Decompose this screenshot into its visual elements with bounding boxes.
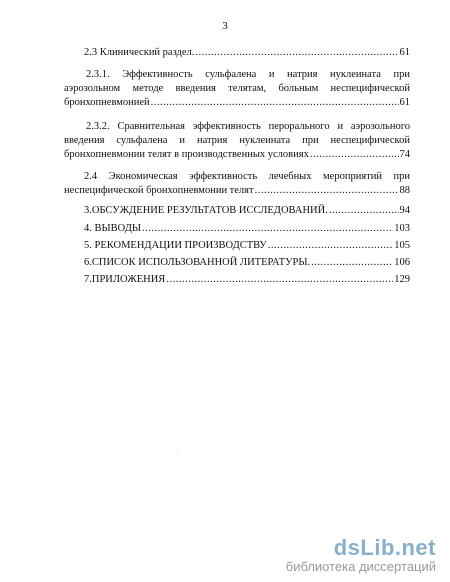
toc-entry-4[interactable] — [64, 222, 410, 236]
toc-entry-page: 94 — [399, 205, 410, 216]
toc-entry-line: бронхопневмонии телят в производственных условиях — [64, 149, 309, 160]
toc-entry-2-4[interactable] — [64, 170, 410, 198]
toc-entry-page: 106 — [394, 257, 410, 268]
dot-leader — [195, 46, 398, 60]
toc-entry-7[interactable] — [64, 273, 410, 287]
toc-entry-2-3-2[interactable] — [64, 120, 410, 162]
dot-leader — [142, 222, 393, 236]
toc-entry-line: 2.3.1. Эффективность сульфалена и натрия нуклеината при — [86, 69, 410, 80]
toc-entry-line: 2.3.2. Сравнительная эффективность перорального и аэрозольного — [86, 121, 410, 132]
toc-entry-page: 61 — [399, 97, 410, 108]
dot-leader — [311, 256, 393, 270]
scan-speck: · — [176, 452, 178, 458]
toc-entry-title: 5. РЕКОМЕНДАЦИИ ПРОИЗВОДСТВУ — [84, 240, 267, 251]
scan-speck: · — [292, 470, 294, 476]
dot-leader — [329, 204, 399, 218]
toc-entry-page: 61 — [399, 47, 410, 58]
dot-leader — [151, 96, 399, 110]
watermark-brand: dsLib.net — [333, 535, 436, 560]
toc-entry-page: 74 — [399, 149, 410, 160]
toc-entry-line: бронхопневмонией — [64, 97, 150, 108]
toc-entry-title: 7.ПРИЛОЖЕНИЯ — [84, 274, 166, 285]
page-number: 3 — [222, 20, 228, 32]
toc-entry-title: 4. ВЫВОДЫ — [84, 223, 142, 234]
toc-entry-page: 129 — [394, 274, 410, 285]
dot-leader — [310, 148, 399, 162]
toc-entry-line: неспецифической бронхопневмонии телят — [64, 185, 254, 196]
toc-entry-title: 2.3 Клинический раздел. — [84, 47, 195, 58]
dot-leader — [255, 184, 399, 198]
toc-entry-line: введения сульфалена и натрия нуклеината при неспецифической — [64, 135, 410, 146]
toc-entry-title: 3.ОБСУЖДЕНИЕ РЕЗУЛЬТАТОВ ИССЛЕДОВАНИЙ. — [84, 205, 328, 216]
toc-entry-page: 103 — [394, 223, 410, 234]
dot-leader — [268, 239, 394, 253]
toc-entry-page: 105 — [394, 240, 410, 251]
toc-entry-5[interactable] — [64, 239, 410, 253]
toc-entry-2-3-1[interactable] — [64, 68, 410, 110]
toc-entry-page: 88 — [399, 185, 410, 196]
watermark-subtitle: библиотека диссертаций — [285, 559, 436, 574]
toc-entry-3[interactable] — [64, 204, 410, 218]
toc-entry-title: 6.СПИСОК ИСПОЛЬЗОВАННОЙ ЛИТЕРАТУРЫ. — [84, 257, 311, 268]
toc-entry-line: аэрозольном методе введения телятам, больным неспецифической — [64, 83, 410, 94]
toc-entry-line: 2.4 Экономическая эффективность лечебных мероприятий при — [84, 171, 410, 182]
toc-entry-6[interactable] — [64, 256, 410, 270]
watermark — [286, 535, 436, 574]
toc-entry-2-3[interactable] — [64, 46, 410, 60]
dot-leader — [166, 273, 393, 287]
